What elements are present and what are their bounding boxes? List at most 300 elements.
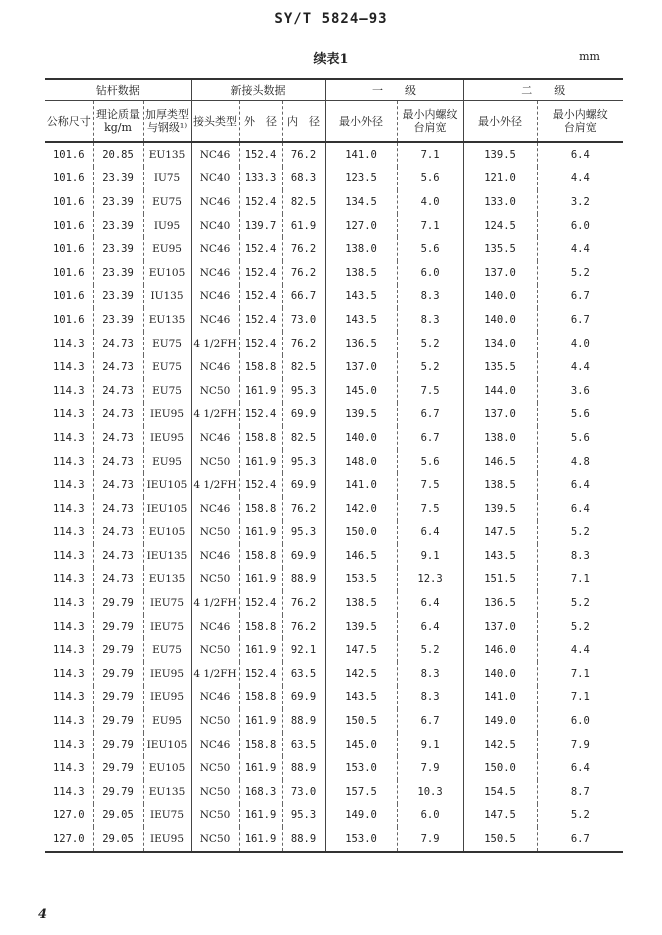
cell-c1-shoulder: 7.1 — [397, 142, 463, 167]
table-row — [45, 426, 623, 450]
cell-c1-min-od: 138.0 — [325, 237, 397, 261]
cell-upset-grade: EU75 — [143, 379, 191, 403]
table-row — [45, 733, 623, 757]
cell-od: 152.4 — [239, 190, 282, 214]
col-c2-min-od: 最小外径 — [463, 101, 537, 143]
cell-upset-grade: EU75 — [143, 190, 191, 214]
group-header-row — [45, 79, 623, 101]
cell-nominal-size: 114.3 — [52, 785, 85, 798]
cell-upset-grade: IEU95 — [143, 827, 191, 852]
cell-mass: 24.73 — [93, 544, 143, 568]
cell-c1-shoulder: 9.1 — [397, 733, 463, 757]
cell-id: 69.9 — [282, 686, 325, 710]
cell-nominal-size: 101.6 — [52, 313, 85, 326]
cell-od: 161.9 — [239, 638, 282, 662]
cell-upset-grade: EU105 — [143, 756, 191, 780]
cell-id: 68.3 — [282, 167, 325, 191]
table-row — [45, 497, 623, 521]
cell-od: 152.4 — [239, 591, 282, 615]
cell-c2-min-od: 147.5 — [463, 521, 537, 545]
cell-mass: 29.79 — [93, 756, 143, 780]
cell-joint-type: NC46 — [191, 237, 239, 261]
cell-c1-shoulder: 6.7 — [397, 709, 463, 733]
cell-c1-shoulder: 7.9 — [397, 756, 463, 780]
cell-joint-type: NC46 — [191, 497, 239, 521]
cell-c1-shoulder: 6.4 — [397, 591, 463, 615]
cell-upset-grade: EU135 — [143, 568, 191, 592]
table-row — [45, 780, 623, 804]
cell-c2-shoulder: 6.4 — [537, 756, 623, 780]
cell-mass: 24.73 — [93, 497, 143, 521]
cell-c2-shoulder: 4.4 — [537, 355, 623, 379]
cell-c2-shoulder: 7.1 — [537, 686, 623, 710]
cell-mass: 23.39 — [93, 167, 143, 191]
cell-joint-type: NC46 — [191, 426, 239, 450]
cell-c1-min-od: 153.0 — [325, 756, 397, 780]
cell-joint-type: NC50 — [191, 709, 239, 733]
cell-c1-min-od: 142.5 — [325, 662, 397, 686]
cell-mass: 29.79 — [93, 709, 143, 733]
cell-joint-type: NC46 — [191, 615, 239, 639]
cell-c1-shoulder: 7.5 — [397, 473, 463, 497]
cell-id: 92.1 — [282, 638, 325, 662]
table-row — [45, 804, 623, 828]
cell-od: 152.4 — [239, 285, 282, 309]
cell-id: 76.2 — [282, 261, 325, 285]
cell-c2-shoulder: 4.8 — [537, 450, 623, 474]
cell-nominal-size: 114.3 — [52, 620, 85, 633]
cell-od: 158.8 — [239, 426, 282, 450]
cell-c2-min-od: 140.0 — [463, 285, 537, 309]
cell-c1-min-od: 137.0 — [325, 355, 397, 379]
cell-c1-min-od: 148.0 — [325, 450, 397, 474]
cell-c2-min-od: 134.0 — [463, 332, 537, 356]
cell-id: 82.5 — [282, 426, 325, 450]
cell-id: 73.0 — [282, 308, 325, 332]
cell-nominal-size: 114.3 — [52, 667, 85, 680]
cell-upset-grade: EU105 — [143, 261, 191, 285]
cell-upset-grade: EU135 — [143, 308, 191, 332]
unit-label: mm — [579, 50, 600, 63]
table-row — [45, 355, 623, 379]
cell-mass: 24.73 — [93, 379, 143, 403]
cell-c1-min-od: 153.5 — [325, 568, 397, 592]
cell-od: 161.9 — [239, 709, 282, 733]
table-row — [45, 379, 623, 403]
cell-c1-shoulder: 6.0 — [397, 804, 463, 828]
cell-mass: 29.79 — [93, 780, 143, 804]
cell-c2-min-od: 137.0 — [463, 615, 537, 639]
cell-c1-shoulder: 6.4 — [397, 615, 463, 639]
cell-od: 158.8 — [239, 497, 282, 521]
cell-mass: 24.73 — [93, 355, 143, 379]
table-row — [45, 167, 623, 191]
cell-mass: 23.39 — [93, 190, 143, 214]
cell-mass: 23.39 — [93, 261, 143, 285]
cell-c2-min-od: 150.5 — [463, 827, 537, 852]
cell-c1-shoulder: 10.3 — [397, 780, 463, 804]
table-row — [45, 214, 623, 238]
cell-c1-shoulder: 7.5 — [397, 379, 463, 403]
cell-mass: 29.79 — [93, 638, 143, 662]
col-id: 内 径 — [282, 101, 325, 143]
col-c1-min-od: 最小外径 — [325, 101, 397, 143]
cell-id: 69.9 — [282, 403, 325, 427]
table-row — [45, 521, 623, 545]
cell-joint-type: NC50 — [191, 827, 239, 852]
cell-mass: 29.05 — [93, 804, 143, 828]
cell-upset-grade: IEU105 — [143, 473, 191, 497]
cell-upset-grade: IEU95 — [143, 426, 191, 450]
cell-c2-min-od: 140.0 — [463, 662, 537, 686]
table-row — [45, 756, 623, 780]
table-row — [45, 332, 623, 356]
cell-upset-grade: IEU75 — [143, 615, 191, 639]
cell-c2-shoulder: 5.2 — [537, 261, 623, 285]
cell-od: 158.8 — [239, 544, 282, 568]
cell-c2-shoulder: 5.2 — [537, 591, 623, 615]
cell-c1-shoulder: 6.0 — [397, 261, 463, 285]
cell-joint-type: NC50 — [191, 568, 239, 592]
table-row — [45, 638, 623, 662]
cell-c2-shoulder: 6.7 — [537, 308, 623, 332]
cell-od: 161.9 — [239, 756, 282, 780]
cell-od: 158.8 — [239, 615, 282, 639]
cell-id: 82.5 — [282, 355, 325, 379]
cell-mass: 24.73 — [93, 521, 143, 545]
cell-joint-type: NC46 — [191, 686, 239, 710]
cell-joint-type: NC50 — [191, 638, 239, 662]
cell-c1-shoulder: 4.0 — [397, 190, 463, 214]
cell-id: 76.2 — [282, 497, 325, 521]
cell-c2-shoulder: 8.7 — [537, 780, 623, 804]
cell-nominal-size: 101.6 — [52, 290, 85, 303]
cell-mass: 23.39 — [93, 308, 143, 332]
cell-c1-min-od: 145.0 — [325, 379, 397, 403]
cell-nominal-size: 114.3 — [52, 691, 85, 704]
cell-c1-min-od: 145.0 — [325, 733, 397, 757]
cell-upset-grade: IEU135 — [143, 544, 191, 568]
cell-c2-shoulder: 5.2 — [537, 615, 623, 639]
cell-id: 63.5 — [282, 733, 325, 757]
cell-upset-grade: EU95 — [143, 709, 191, 733]
cell-od: 152.4 — [239, 308, 282, 332]
cell-nominal-size: 114.3 — [52, 361, 85, 374]
cell-nominal-size: 114.3 — [52, 573, 85, 586]
cell-c1-shoulder: 8.3 — [397, 662, 463, 686]
cell-od: 168.3 — [239, 780, 282, 804]
cell-od: 152.4 — [239, 473, 282, 497]
cell-c1-min-od: 138.5 — [325, 261, 397, 285]
cell-id: 88.9 — [282, 756, 325, 780]
cell-c2-min-od: 147.5 — [463, 804, 537, 828]
cell-c1-min-od: 153.0 — [325, 827, 397, 852]
cell-nominal-size: 114.3 — [52, 597, 85, 610]
cell-c2-shoulder: 5.6 — [537, 426, 623, 450]
cell-od: 161.9 — [239, 379, 282, 403]
cell-nominal-size: 101.6 — [52, 195, 85, 208]
cell-c1-shoulder: 7.1 — [397, 214, 463, 238]
cell-joint-type: NC46 — [191, 308, 239, 332]
cell-c2-min-od: 146.0 — [463, 638, 537, 662]
table-row — [45, 544, 623, 568]
standard-number: SY/T 5824—93 — [274, 11, 388, 27]
cell-id: 76.2 — [282, 237, 325, 261]
cell-od: 133.3 — [239, 167, 282, 191]
cell-mass: 23.39 — [93, 214, 143, 238]
cell-upset-grade: IU75 — [143, 167, 191, 191]
cell-mass: 29.79 — [93, 662, 143, 686]
cell-joint-type: NC46 — [191, 142, 239, 167]
cell-c2-shoulder: 6.7 — [537, 285, 623, 309]
cell-joint-type: NC50 — [191, 780, 239, 804]
cell-id: 69.9 — [282, 544, 325, 568]
cell-upset-grade: EU105 — [143, 521, 191, 545]
cell-upset-grade: EU95 — [143, 450, 191, 474]
cell-c2-min-od: 146.5 — [463, 450, 537, 474]
cell-upset-grade: IEU95 — [143, 662, 191, 686]
cell-upset-grade: IEU95 — [143, 686, 191, 710]
cell-c1-min-od: 139.5 — [325, 403, 397, 427]
cell-od: 139.7 — [239, 214, 282, 238]
cell-nominal-size: 114.3 — [52, 384, 85, 397]
table-row — [45, 285, 623, 309]
cell-c2-min-od: 142.5 — [463, 733, 537, 757]
cell-c2-shoulder: 6.0 — [537, 709, 623, 733]
cell-mass: 24.73 — [93, 473, 143, 497]
cell-joint-type: NC50 — [191, 804, 239, 828]
table-row — [45, 237, 623, 261]
cell-od: 158.8 — [239, 355, 282, 379]
cell-nominal-size: 114.3 — [52, 431, 85, 444]
cell-joint-type: NC50 — [191, 450, 239, 474]
cell-c1-min-od: 157.5 — [325, 780, 397, 804]
table-row — [45, 568, 623, 592]
cell-od: 152.4 — [239, 261, 282, 285]
table-row — [45, 261, 623, 285]
cell-c2-shoulder: 5.2 — [537, 521, 623, 545]
cell-nominal-size: 114.3 — [52, 502, 85, 515]
cell-c1-min-od: 150.0 — [325, 521, 397, 545]
cell-od: 158.8 — [239, 686, 282, 710]
cell-id: 95.3 — [282, 521, 325, 545]
cell-mass: 24.73 — [93, 568, 143, 592]
cell-c1-min-od: 143.5 — [325, 308, 397, 332]
cell-c1-shoulder: 5.2 — [397, 638, 463, 662]
cell-id: 66.7 — [282, 285, 325, 309]
cell-od: 161.9 — [239, 568, 282, 592]
cell-mass: 29.79 — [93, 733, 143, 757]
cell-c1-min-od: 127.0 — [325, 214, 397, 238]
cell-c2-min-od: 149.0 — [463, 709, 537, 733]
cell-id: 76.2 — [282, 332, 325, 356]
table-row — [45, 403, 623, 427]
cell-c1-shoulder: 8.3 — [397, 308, 463, 332]
col-c2-shoulder: 最小内螺纹 台肩宽 — [537, 101, 623, 143]
cell-od: 152.4 — [239, 142, 282, 167]
cell-c1-shoulder: 6.4 — [397, 521, 463, 545]
cell-c2-min-od: 137.0 — [463, 403, 537, 427]
cell-upset-grade: EU75 — [143, 638, 191, 662]
cell-c1-shoulder: 5.6 — [397, 237, 463, 261]
group-class-1: 一 级 — [325, 79, 463, 101]
cell-nominal-size: 101.6 — [52, 266, 85, 279]
cell-c2-min-od: 139.5 — [463, 497, 537, 521]
cell-joint-type: 4 1/2FH — [191, 473, 239, 497]
cell-joint-type: 4 1/2FH — [191, 662, 239, 686]
cell-c2-shoulder: 8.3 — [537, 544, 623, 568]
cell-nominal-size: 101.6 — [52, 243, 85, 256]
cell-joint-type: NC40 — [191, 214, 239, 238]
cell-id: 69.9 — [282, 473, 325, 497]
cell-c2-shoulder: 4.4 — [537, 638, 623, 662]
cell-nominal-size: 101.6 — [52, 148, 85, 161]
cell-c2-shoulder: 7.1 — [537, 568, 623, 592]
cell-c2-min-od: 124.5 — [463, 214, 537, 238]
cell-c2-min-od: 136.5 — [463, 591, 537, 615]
cell-joint-type: NC40 — [191, 167, 239, 191]
cell-joint-type: NC46 — [191, 285, 239, 309]
cell-od: 161.9 — [239, 521, 282, 545]
col-od: 外 径 — [239, 101, 282, 143]
cell-id: 82.5 — [282, 190, 325, 214]
cell-c2-shoulder: 3.6 — [537, 379, 623, 403]
cell-c2-shoulder: 6.0 — [537, 214, 623, 238]
cell-upset-grade: EU135 — [143, 780, 191, 804]
page-number: 4 — [38, 907, 48, 922]
cell-c2-shoulder: 5.6 — [537, 403, 623, 427]
cell-c1-min-od: 142.0 — [325, 497, 397, 521]
cell-c1-shoulder: 12.3 — [397, 568, 463, 592]
table-row — [45, 591, 623, 615]
cell-mass: 24.73 — [93, 426, 143, 450]
cell-c2-shoulder: 7.9 — [537, 733, 623, 757]
cell-id: 95.3 — [282, 804, 325, 828]
cell-mass: 24.73 — [93, 332, 143, 356]
cell-id: 76.2 — [282, 591, 325, 615]
cell-c2-shoulder: 4.4 — [537, 237, 623, 261]
col-mass: 理论质量 kg/m — [93, 101, 143, 143]
cell-c2-min-od: 135.5 — [463, 355, 537, 379]
cell-c1-shoulder: 6.7 — [397, 426, 463, 450]
table-row — [45, 686, 623, 710]
cell-nominal-size: 114.3 — [52, 644, 85, 657]
cell-c2-shoulder: 4.4 — [537, 167, 623, 191]
cell-c2-min-od: 151.5 — [463, 568, 537, 592]
cell-c1-min-od: 143.5 — [325, 686, 397, 710]
cell-c1-min-od: 139.5 — [325, 615, 397, 639]
cell-c1-min-od: 150.5 — [325, 709, 397, 733]
cell-c2-shoulder: 4.0 — [537, 332, 623, 356]
cell-od: 161.9 — [239, 450, 282, 474]
cell-c1-min-od: 147.5 — [325, 638, 397, 662]
cell-c2-shoulder: 6.4 — [537, 497, 623, 521]
cell-c1-shoulder: 8.3 — [397, 686, 463, 710]
cell-nominal-size: 101.6 — [52, 219, 85, 232]
cell-upset-grade: IU95 — [143, 214, 191, 238]
cell-nominal-size: 127.0 — [52, 809, 85, 822]
table-row — [45, 473, 623, 497]
cell-c1-shoulder: 5.6 — [397, 167, 463, 191]
cell-c1-shoulder: 5.6 — [397, 450, 463, 474]
table-row — [45, 190, 623, 214]
cell-od: 158.8 — [239, 733, 282, 757]
cell-od: 161.9 — [239, 804, 282, 828]
cell-c2-shoulder: 3.2 — [537, 190, 623, 214]
cell-mass: 24.73 — [93, 403, 143, 427]
cell-upset-grade: EU95 — [143, 237, 191, 261]
col-nominal-size: 公称尺寸 — [45, 101, 93, 143]
cell-id: 76.2 — [282, 142, 325, 167]
cell-od: 152.4 — [239, 332, 282, 356]
cell-c2-shoulder: 5.2 — [537, 804, 623, 828]
column-header-row — [45, 101, 623, 143]
table-row — [45, 615, 623, 639]
cell-mass: 24.73 — [93, 450, 143, 474]
table-row — [45, 662, 623, 686]
table-row — [45, 709, 623, 733]
cell-c1-min-od: 149.0 — [325, 804, 397, 828]
cell-c2-min-od: 150.0 — [463, 756, 537, 780]
cell-nominal-size: 114.3 — [52, 526, 85, 539]
table-row — [45, 142, 623, 167]
cell-c2-shoulder: 6.4 — [537, 142, 623, 167]
col-joint-type: 接头类型 — [191, 101, 239, 143]
cell-c2-min-od: 138.0 — [463, 426, 537, 450]
cell-upset-grade: EU75 — [143, 355, 191, 379]
cell-c2-min-od: 154.5 — [463, 780, 537, 804]
cell-nominal-size: 114.3 — [52, 408, 85, 421]
cell-c1-shoulder: 5.2 — [397, 355, 463, 379]
cell-c2-min-od: 143.5 — [463, 544, 537, 568]
group-new-joint: 新接头数据 — [191, 79, 325, 101]
cell-upset-grade: EU75 — [143, 332, 191, 356]
cell-c1-shoulder: 6.7 — [397, 403, 463, 427]
cell-mass: 29.79 — [93, 591, 143, 615]
cell-c1-min-od: 123.5 — [325, 167, 397, 191]
cell-id: 88.9 — [282, 568, 325, 592]
cell-id: 73.0 — [282, 780, 325, 804]
cell-c1-min-od: 141.0 — [325, 473, 397, 497]
cell-c2-min-od: 141.0 — [463, 686, 537, 710]
cell-id: 88.9 — [282, 827, 325, 852]
cell-c2-min-od: 121.0 — [463, 167, 537, 191]
cell-upset-grade: IU135 — [143, 285, 191, 309]
cell-c1-min-od: 136.5 — [325, 332, 397, 356]
cell-c2-min-od: 139.5 — [463, 142, 537, 167]
cell-upset-grade: IEU75 — [143, 804, 191, 828]
cell-c1-shoulder: 5.2 — [397, 332, 463, 356]
cell-id: 95.3 — [282, 450, 325, 474]
cell-upset-grade: EU135 — [143, 142, 191, 167]
cell-joint-type: NC46 — [191, 355, 239, 379]
cell-nominal-size: 114.3 — [52, 455, 85, 468]
cell-od: 152.4 — [239, 403, 282, 427]
cell-nominal-size: 114.3 — [52, 738, 85, 751]
cell-joint-type: NC50 — [191, 756, 239, 780]
cell-nominal-size: 127.0 — [45, 827, 93, 852]
cell-c2-min-od: 133.0 — [463, 190, 537, 214]
cell-od: 152.4 — [239, 662, 282, 686]
col-upset-grade: 加厚类型 与钢级¹⁾ — [143, 101, 191, 143]
cell-nominal-size: 101.6 — [52, 172, 85, 185]
col-c1-shoulder: 最小内螺纹 台肩宽 — [397, 101, 463, 143]
cell-c2-min-od: 138.5 — [463, 473, 537, 497]
cell-mass: 29.05 — [93, 827, 143, 852]
cell-c1-min-od: 138.5 — [325, 591, 397, 615]
cell-c2-min-od: 135.5 — [463, 237, 537, 261]
cell-id: 76.2 — [282, 615, 325, 639]
